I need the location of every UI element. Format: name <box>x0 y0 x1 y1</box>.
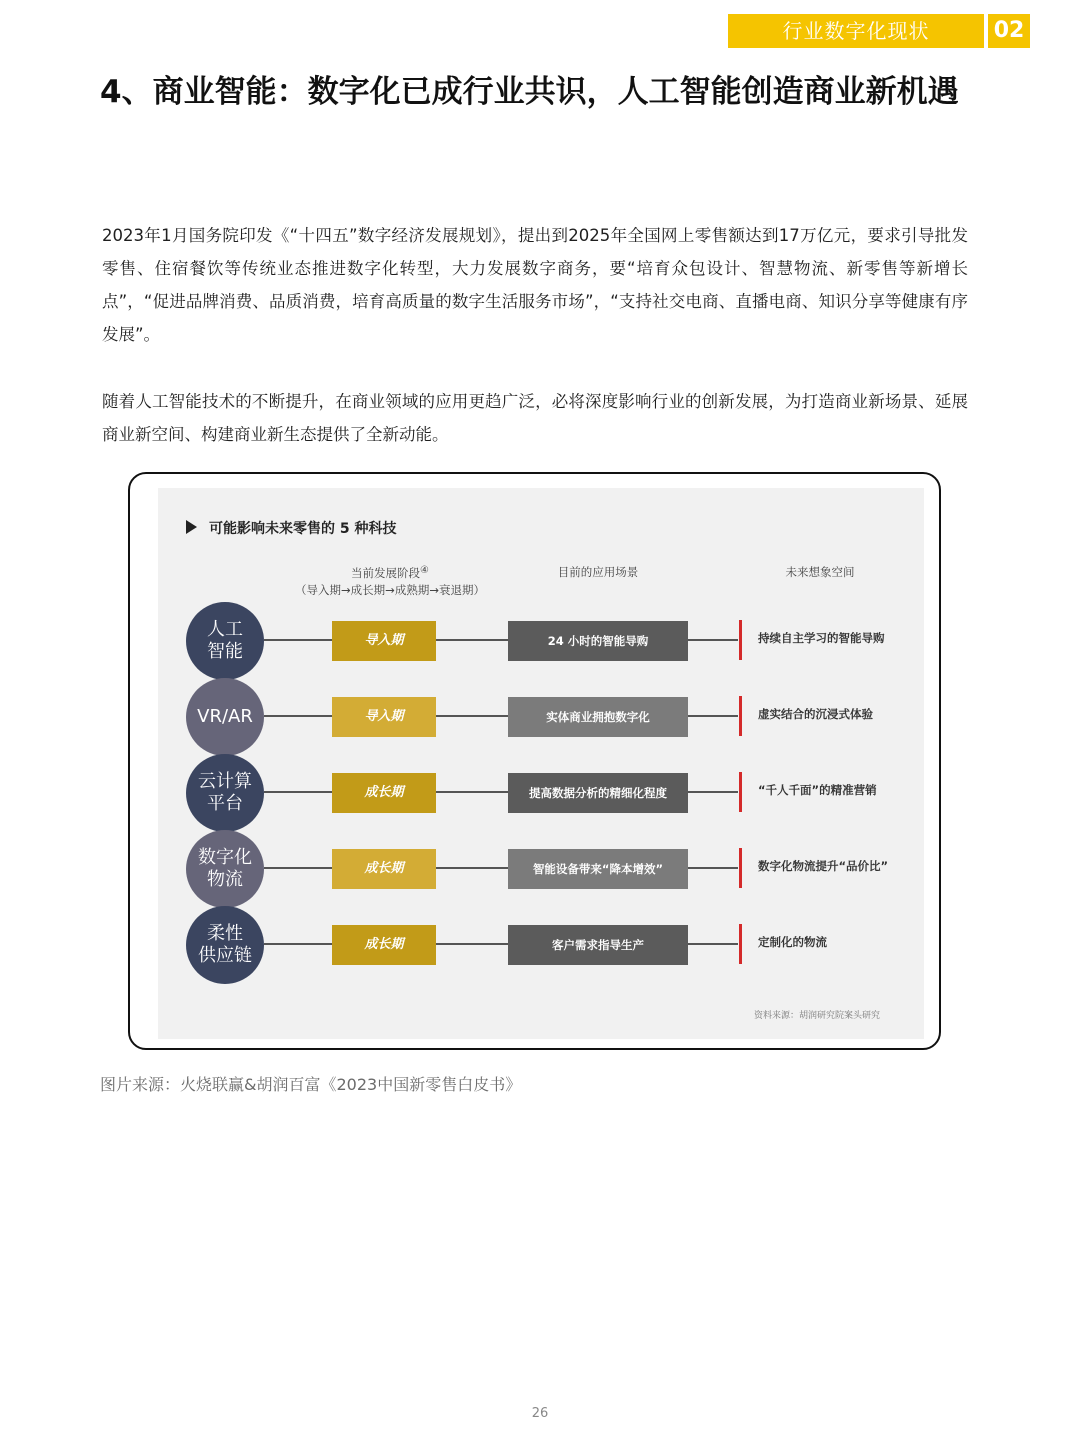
tech-row-cloud <box>186 752 906 832</box>
tech-name-line2: 智能 <box>207 641 243 662</box>
tech-circle <box>186 678 264 756</box>
connector-line <box>688 791 738 793</box>
connector-line <box>436 715 508 717</box>
future-text: “千人千面”的精准营销 <box>758 783 877 797</box>
section-number-badge: 02 <box>988 14 1030 48</box>
red-marker <box>739 620 742 660</box>
page-title: 4、商业智能：数字化已成行业共识，人工智能创造商业新机遇 <box>100 74 959 110</box>
connector-line <box>436 943 508 945</box>
tech-row-supply-chain <box>186 904 906 984</box>
column-header-stage-sub: （导入期→成长期→成熟期→衰退期） <box>295 583 485 597</box>
application-box: 提高数据分析的精细化程度 <box>508 773 688 813</box>
tech-name-line1: 云计算 <box>198 771 252 792</box>
column-header-stage <box>270 562 510 599</box>
tech-name-line1: VR/AR <box>197 706 253 727</box>
future-text: 定制化的物流 <box>758 935 827 949</box>
application-box: 客户需求指导生产 <box>508 925 688 965</box>
connector-line <box>688 715 738 717</box>
figure-title <box>186 518 397 538</box>
stage-box: 成长期 <box>332 925 436 965</box>
connector-line <box>688 943 738 945</box>
connector-line <box>436 867 508 869</box>
body-paragraph-1: 2023年1月国务院印发《“十四五”数字经济发展规划》，提出到2025年全国网上零售额达到17万亿元，要求引导批发零售、住宿餐饮等传统业态推进数字化转型，大力发展数字商务，要“培育众包设计、智慧物流、新零售等新增长点”，“促进品牌消费、品质消费，培育高质量的数字生活服务市场”，“支持社交电商、直播电商、知识分享等健康有序发展”。 <box>102 226 968 344</box>
connector-line <box>436 791 508 793</box>
application-box: 智能设备带来“降本增效” <box>508 849 688 889</box>
red-marker <box>739 924 742 964</box>
image-caption: 图片来源：火烧联赢&胡润百富《2023中国新零售白皮书》 <box>100 1075 522 1094</box>
tech-circle <box>186 906 264 984</box>
figure-source-note: 资料来源：胡润研究院案头研究 <box>754 1011 881 1021</box>
tech-name-line2: 平台 <box>207 793 243 814</box>
tech-circle <box>186 602 264 680</box>
red-marker <box>739 696 742 736</box>
connector-line <box>264 867 332 869</box>
body-paragraph-2: 随着人工智能技术的不断提升，在商业领域的应用更趋广泛，必将深度影响行业的创新发展，为打造商业新场景、延展商业新空间、构建商业新生态提供了全新动能。 <box>102 392 968 444</box>
figure-title-text: 可能影响未来零售的 5 种科技 <box>209 521 397 537</box>
application-box: 24 小时的智能导购 <box>508 621 688 661</box>
tech-name-line1: 数字化 <box>198 847 252 868</box>
future-text: 数字化物流提升“品价比” <box>758 859 889 873</box>
page-number: 26 <box>531 1406 549 1421</box>
stage-box: 成长期 <box>332 849 436 889</box>
tech-row-vr-ar <box>186 676 906 756</box>
column-header-application: 目前的应用场景 <box>557 565 639 579</box>
future-text: 虚实结合的沉浸式体验 <box>758 707 873 721</box>
tech-name-line1: 柔性 <box>207 923 243 944</box>
tech-row-ai <box>186 600 906 680</box>
connector-line <box>264 715 332 717</box>
connector-line <box>688 867 738 869</box>
stage-box: 成长期 <box>332 773 436 813</box>
tech-name-line1: 人工 <box>207 619 243 640</box>
stage-box: 导入期 <box>332 697 436 737</box>
section-title-tab: 行业数字化现状 <box>728 14 984 48</box>
triangle-bullet-icon <box>186 520 197 534</box>
connector-line <box>688 639 738 641</box>
connector-line <box>264 943 332 945</box>
column-header-future: 未来想象空间 <box>785 565 855 579</box>
connector-line <box>264 791 332 793</box>
tech-name-line2: 供应链 <box>198 945 252 966</box>
tech-name-line2: 物流 <box>207 869 243 890</box>
future-text: 持续自主学习的智能导购 <box>758 631 885 645</box>
application-box: 实体商业拥抱数字化 <box>508 697 688 737</box>
column-header-stage-label: 当前发展阶段 <box>351 566 421 580</box>
footnote-marker: ④ <box>420 565 429 576</box>
tech-circle <box>186 830 264 908</box>
tech-row-logistics <box>186 828 906 908</box>
tech-circle <box>186 754 264 832</box>
connector-line <box>436 639 508 641</box>
red-marker <box>739 848 742 888</box>
connector-line <box>264 639 332 641</box>
red-marker <box>739 772 742 812</box>
stage-box: 导入期 <box>332 621 436 661</box>
